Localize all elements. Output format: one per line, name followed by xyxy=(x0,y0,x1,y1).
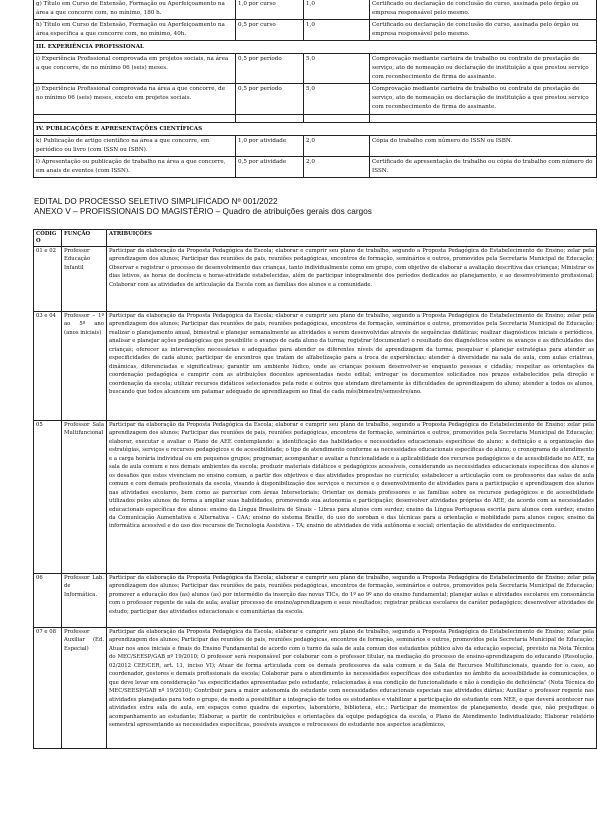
role-attributions: Participar da elaboração da Proposta Pedagógica da Escola; elaborar e cumprir seu plano de trabalho, segundo a Proposta Pedagógica do Estabelecimento de Ensino; zelar pela aprendizagem dos alunos; Participar das reuniões de pais, reuniões pedagógicas, encontros de formação, seminários e outros, promovidos pela Secretaria Municipal de Educação; promover a educação dos (as) alunos (as) por intermédio da inserção das novas TICs, do 1º ao 9º ano do ensino fundamental; planejar aulas e atividades escolares em consonância com o professor regente de sala de aula; avaliar processo de ensino/aprendizagem e seus resultados; registrar práticas escolares de caráter pedagógico; desenvolver atividades de estudo; participar das atividades educacionais e comunitárias da escola. xyxy=(107,573,597,627)
role-function: Professor Sala Multifuncional xyxy=(62,420,107,573)
criterion-max: 5,0 xyxy=(304,84,370,114)
table-row xyxy=(34,135,597,156)
role-attributions: Participar da elaboração da Proposta Pedagógica da Escola; elaborar e cumprir seu plano de trabalho, segundo a Proposta Pedagógica do Estabelecimento de Ensino; zelar pela aprendizagem dos alunos; Participar das reuniões de pais, reuniões pedagógicas, encontros de formação, seminários e outros, promovidos pela Secretaria Municipal de Educação; elaborar, executar e avaliar o Plano de AEE contemplando: a identificação das habilidades e necessidades educacionais específicas do aluno; a definição e a organização das estratégias, serviços e recursos pedagógicos e de acessibilidade; o tipo de atendimento conforme as necessidades educacionais específicas do aluno; o cronograma do atendimento e a carga horária individual ou em pequenos grupos; programar, acompanhar e avaliar a funcionalidade e a aplicabilidade dos recursos pedagógicos e de acessibilidade no AEE, na sala de aula comum e nos demais ambientes da escola; produzir materiais didáticos e pedagógicos acessíveis, considerando as necessidades educacionais específicas dos alunos e os desafios que estes vivenciam no ensino comum, a partir dos objetivos e das atividades propostas no currículo; estabelecer a articulação com os professores das salas de aula comum e com demais profissionais da escola, visando à disponibilização dos serviços e recursos e o desenvolvimento de atividades para a participação e aprendizagem dos alunos nas atividades escolares, bem como as parcerias com áreas Intersetoriais; Orientar os demais professores e as famílias sobre os recursos pedagógicos e de acessibilidade utilizados pelos alunos de forma a ampliar suas habilidades, promovendo sua autonomia e participação; desenvolver atividades próprias do AEE, de acordo com as necessidades educacionais específicas dos alunos: ensino da Língua Brasileira de Sinais – Libras para alunos com surdez; ensino da Língua Portuguesa escrita para alunos com surdez; ensino da Comunicação Aumentativa e Alternativa – CAA; ensino do sistema Braille, do uso do soroban e das técnicas para a orientação e mobilidade para alunos cegos; ensino da informática acessível e do uso dos recursos de Tecnologia Assistiva – TA; ensino de atividades de vida autônoma e social; orientação de atividades de enriquecimento. xyxy=(107,420,597,573)
role-attributions: Participar da elaboração da Proposta Pedagógica da Escola; elaborar e cumprir seu plano de trabalho, segundo a Proposta Pedagógica do Estabelecimento de Ensino; zelar pela aprendizagem dos alunos; Participar das reuniões de pais, reuniões pedagógicas, encontros de formação, seminários e outros, promovidos pela Secretaria Municipal de Educação; Atuar nos anos iniciais e finais do Ensino Fundamental de acordo com o turno da sala de aula comum dos estudantes público alvo da educação especial, previsto na Nota Técnica do MEC/SEESP/GAB nº 19/2010; O professor será responsável por colaborar com o professor titular, na mediação do processo de ensino-aprendizagem do educando (Resolução, 02/2012 CEE/CER, art. 11, inciso VI); Atuar de forma articulada com os demais professores da sala comum e da Sala de Recursos Multifuncionais, quando for o caso, ao coordenador, gestores e demais profissionais da escola; Colaborar para o atendimento às necessidades específicas dos estudantes no âmbito da acessibilidade às comunicações, o que deve levar em consideração "as especificidades apresentadas pelo estudante, relacionadas à sua condição de funcionalidade e não à condição de deficiência" (Nota Técnica do MEC/SEESP/GAB nº 19/2010); Contribuir para a maior autonomia do estudante com necessidades educacionais especiais nas atividades diárias; Auxiliar o professor regente nas atividades planejadas para todo o grupo, de modo a possibilitar a integração de todos os estudantes e viabilizar a participação do estudante com NEE, o que deverá acontecer nas atividades extra sala de aula, em espaços como quadra de esportes, laboratório, biblioteca, etc.; Participar de momentos de planejamento, desde que, não prejudique o acompanhamento ao estudante; Elaborar, a partir de contribuições e orientações da equipe pedagógica da escola, o Plano de Atendimento Individualizado; Elaborar relatório semestral apresentando as necessidades específicas, possíveis avanços e retrocessos do estudante nos aspectos acadêmicos, xyxy=(107,627,597,748)
table-row xyxy=(34,84,597,114)
section-heading: IV. PUBLICAÇÕES E APRESENTAÇÕES CIENTÍFICAS xyxy=(34,122,597,135)
attributions-table xyxy=(33,229,597,749)
criterion-points: 0,5 por período xyxy=(236,84,304,114)
annex-title: ANEXO V – PROFISSIONAIS DO MAGISTÉRIO – Quadro de atribuições gerais dos cargos xyxy=(34,207,372,216)
criterion-document: Certificado de apresentação de trabalho ou cópia do trabalho com número do ISSN. xyxy=(370,156,597,177)
criteria-table xyxy=(33,0,597,178)
table-header-row xyxy=(34,230,597,247)
table-row xyxy=(34,20,597,41)
role-code: 07 e 08 xyxy=(34,627,62,748)
role-code: 06 xyxy=(34,573,62,627)
criterion-points: 0,5 por período xyxy=(236,54,304,84)
document-title: EDITAL DO PROCESSO SELETIVO SIMPLIFICADO Nº 001/2022 xyxy=(34,197,278,206)
criterion-description: h) Título em Curso de Extensão, Formação ou Aperfeiçoamento na área específica a que concorre com, no mínimo, 40h. xyxy=(34,20,236,41)
criterion-max: 1,0 xyxy=(304,20,370,41)
section-row xyxy=(34,41,597,54)
criterion-document: Comprovação mediante carteira de trabalho ou contrato de prestação de serviço, ato de nomeação ou declaração de instituição a que prestou serviço com reconhecimento de firma do assinante. xyxy=(370,84,597,114)
role-function: Professor Educação Infantil xyxy=(62,246,107,311)
table-row xyxy=(34,246,597,311)
criterion-document: Certificado ou declaração de conclusão do curso, assinada pelo órgão ou empresa responsável pelo mesmo. xyxy=(370,0,597,20)
role-attributions: Participar da elaboração da Proposta Pedagógica da Escola; elaborar e cumprir seu plano de trabalho, segundo a Proposta Pedagógica do Estabelecimento de Ensino; zelar pela aprendizagem dos alunos; Participar das reuniões de pais, reuniões pedagógicas, encontros de formação, seminários e outros, promovidos pela Secretaria Municipal de Educação; realizar o planejamento anual, bimestral e planejar semanalmente as atividades a serem desenvolvidas através de sequências didáticas; realizar diagnósticos iniciais e periódicos, analisar e planejar ações pedagógicas que possibilite o avanço de cada aluno da turma; registrar (documentar) o resultado dos diagnósticos sobre os avanços e as dificuldades das crianças; oferecer as intervenções necessárias e adequadas para atender os diferentes níveis de aprendizagem da turma; pesquisar e planejar estratégias para atender as especificidades de cada aluno; participar de encontros que tratam de alfabetização para a troca de experiências; atender à diversidade na sala de aula, com aulas criativas, dinâmicas, diferenciadas e significativas; garantir um ambiente lúdico, onde as crianças possam desenvolver-se enquanto pessoas e cidadãs; respeitar as orientações da coordenação pedagógica e cumprir com as atribuições docentes apresentadas neste edital; entregar os documentos solicitados nos prazos estabelecidos pela direção e coordenação da escola; utilizar recursos didáticos selecionados pela rede e outros que atendam diretamente às dificuldades de aprendizagem do aluno; atender a todos os alunos, buscando que todos alcancem um patamar adequado de aprendizagem ao final de cada mês/bimestre/semestre/ano. xyxy=(107,311,597,420)
criterion-description: i) Experiência Profissional comprovada em projetos sociais, na área a que concorre, de no mínimo 06 (seis) meses. xyxy=(34,54,236,84)
column-header-function: FUNÇÃO xyxy=(62,230,107,247)
criterion-document: Comprovação mediante carteira de trabalho ou contrato de prestação de serviço, ato de nomeação ou declaração de instituição a que prestou serviço com reconhecimento de firma do assinante. xyxy=(370,54,597,84)
criterion-description: l) Apresentação ou publicação de trabalho na área a que concorre, em anais de eventos (com ISSN). xyxy=(34,156,236,177)
role-function: Professor Lab. de Informática. xyxy=(62,573,107,627)
role-code: 01 e 02 xyxy=(34,246,62,311)
criterion-description: g) Título em Curso de Extensão, Formação ou Aperfeiçoamento na área a que concorre com, no mínimo, 180 h. xyxy=(34,0,236,20)
criterion-points: 1,0 por atividade xyxy=(236,135,304,156)
table-row xyxy=(34,0,597,20)
table-row xyxy=(34,156,597,177)
role-function: Professor Auxiliar (Ed. Especial) xyxy=(62,627,107,748)
table-row xyxy=(34,54,597,84)
section-heading: III. EXPERIÊNCIA PROFISSIONAL xyxy=(34,41,597,54)
column-header-attributions: ATRIBUIÇÕES xyxy=(107,230,597,247)
table-row xyxy=(34,573,597,627)
criterion-points: 0,5 por atividade xyxy=(236,156,304,177)
criterion-max: 2,0 xyxy=(304,135,370,156)
table-row xyxy=(34,311,597,420)
criterion-description: k) Publicação de artigo científico na área a que concorre, em periódico ou livro (com ISSN ou ISBN). xyxy=(34,135,236,156)
criterion-document: Certificado ou declaração de conclusão do curso, assinada pelo órgão ou empresa responsável pelo mesmo. xyxy=(370,20,597,41)
role-function: Professor – 1º ao 5º ano (anos iniciais) xyxy=(62,311,107,420)
criterion-max: 1,0 xyxy=(304,0,370,20)
criterion-points: 0,5 por curso xyxy=(236,20,304,41)
criterion-document: Cópia do trabalho com número do ISSN ou ISBN. xyxy=(370,135,597,156)
criterion-points: 1,0 por curso xyxy=(236,0,304,20)
role-code: 05 xyxy=(34,420,62,573)
table-row xyxy=(34,627,597,748)
blank-row xyxy=(34,114,597,122)
role-code: 03 e 04 xyxy=(34,311,62,420)
role-attributions: Participar da elaboração da Proposta Pedagógica da Escola; elaborar e cumprir seu plano de trabalho, segundo a Proposta Pedagógica do Estabelecimento de Ensino; zelar pela aprendizagem dos alunos; Participar das reuniões de pais, reuniões pedagógicas, encontros de formação, seminários e outros, promovidos pela Secretaria Municipal de Educação; Observar e registrar o processo de desenvolvimento das crianças, tanto individualmente como em grupo, com objetivo de elaborar a avaliação descritiva das crianças; Ministrar os dias letivos, as horas de docência e horas-atividade estabelecidas, além de participar integralmente dos períodos dedicados ao planejamento, e ao desenvolvimento profissional; Colaborar com as atividades de articulação da Escola com as famílias dos alunos e a comunidade. xyxy=(107,246,597,311)
criterion-max: 2,0 xyxy=(304,156,370,177)
column-header-code: CÓDIGO xyxy=(34,230,62,247)
criterion-max: 5,0 xyxy=(304,54,370,84)
criterion-description: j) Experiência Profissional comprovada na área a que concorre, de no mínimo 06 (seis) meses, exceto em projetos sociais. xyxy=(34,84,236,114)
table-row xyxy=(34,420,597,573)
section-row xyxy=(34,122,597,135)
